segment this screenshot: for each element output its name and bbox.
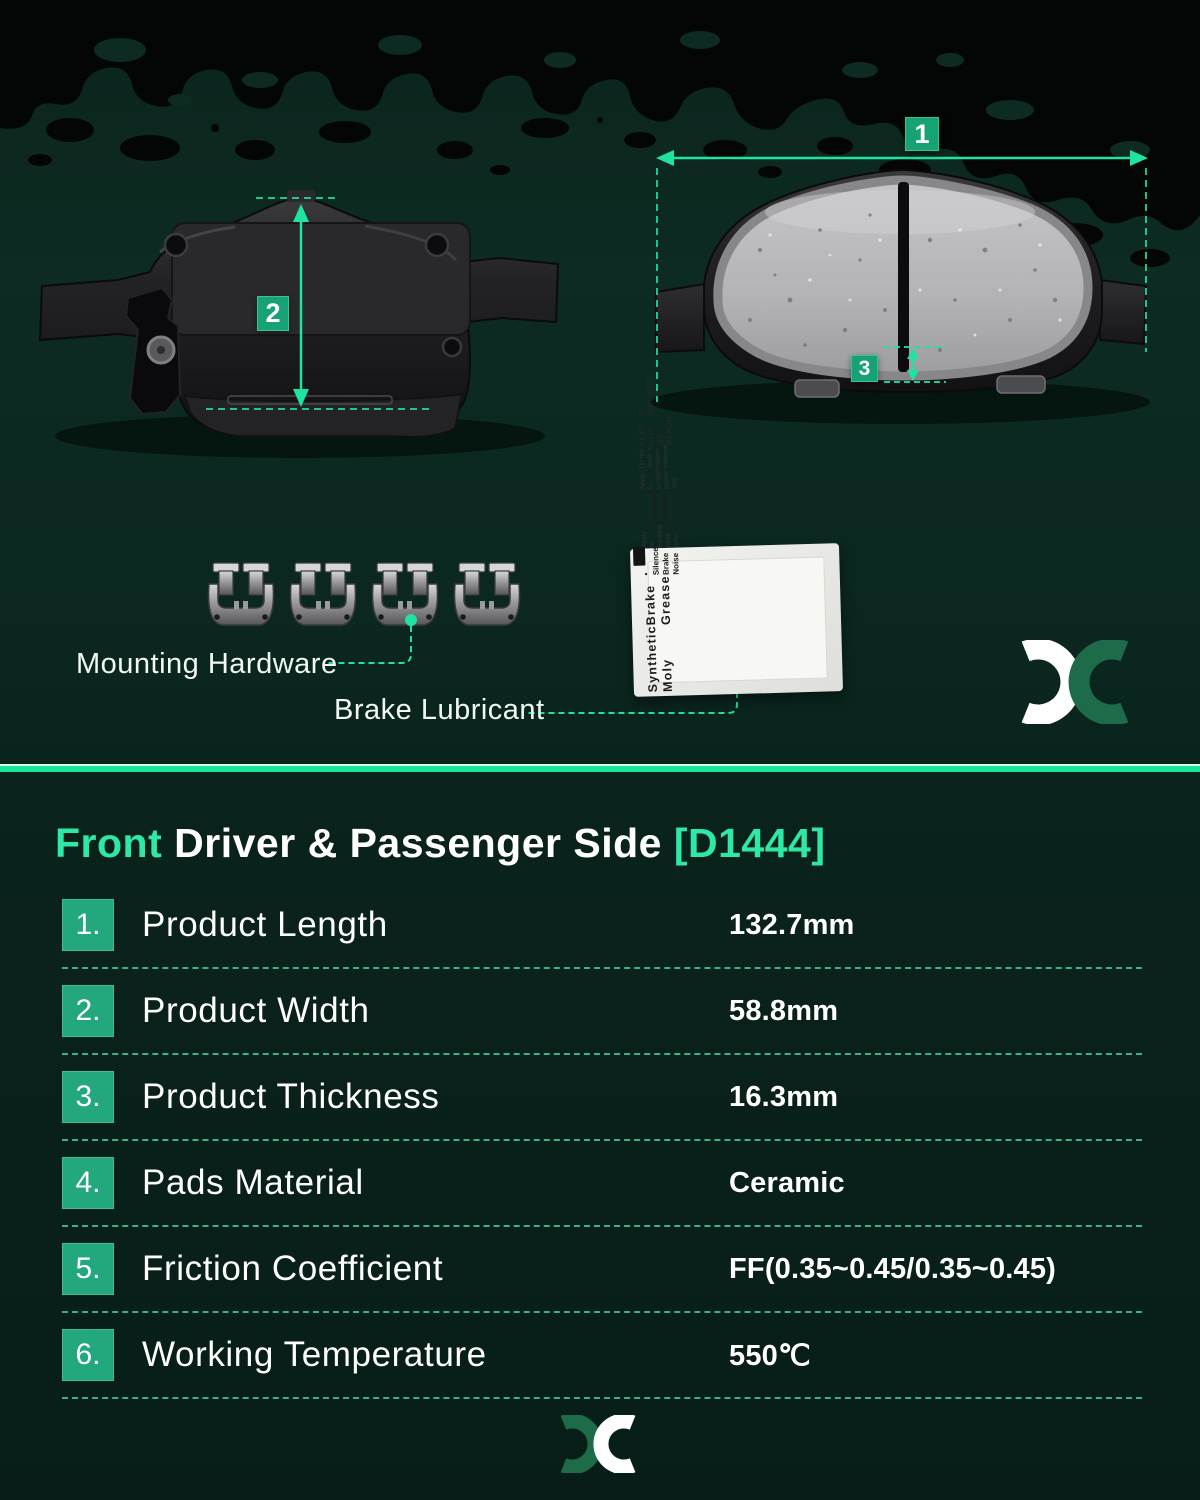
spec-row-working-temperature [62,1313,1142,1399]
center-slot [898,182,909,372]
row-value: 16.3mm [729,1080,839,1113]
spec-row-pads-material [62,1141,1142,1227]
row-number-badge: 1. [62,899,114,951]
row-label: Pads Material [142,1163,364,1202]
spec-row-product-width [62,969,1142,1055]
row-label: Product Length [142,905,388,944]
spec-row-friction-coefficient [62,1227,1142,1313]
row-value: 132.7mm [729,908,855,941]
page-title [55,820,1200,866]
packet-title-line1: Synthetic Moly [644,625,675,693]
title-highlight: Front [55,820,163,866]
packet-caution: Do not apply to friction material [638,444,670,469]
spec-section [0,764,1200,1500]
packet-point2: • Lubricate Calipers [640,489,670,526]
row-number-badge: 2. [62,985,114,1037]
mounting-hardware-label: Mounting Hardware [76,648,338,680]
row-label: Working Temperature [142,1335,487,1374]
row-number-badge: 6. [62,1329,114,1381]
title-main: Driver & Passenger Side [174,820,662,866]
row-label: Product Thickness [142,1077,440,1116]
packet-title-line2: Brake Grease [642,575,674,626]
row-number-badge: 5. [62,1243,114,1295]
spec-row-product-length [62,883,1142,969]
title-code: [D1444] [673,820,826,866]
row-value: 550℃ [729,1339,811,1372]
packet-point1: • Silence Brake Noise [641,547,681,576]
row-label: Friction Coefficient [142,1249,444,1288]
mounting-hardware-clips [209,563,520,625]
spec-table [0,883,1200,1399]
row-number-badge: 3. [62,1071,114,1123]
row-label: Product Width [142,991,370,1030]
row-value: 58.8mm [729,994,839,1027]
packet-warning-line1: KEEP OUT OF REACH [637,415,675,446]
packet-warning-line2: OF CHILDREN [636,373,656,417]
brake-grease-packet [630,373,843,697]
spec-row-product-thickness [62,1055,1142,1141]
brake-pad-front-photo [656,170,1146,397]
brake-lubricant-label: Brake Lubricant [334,694,545,726]
dimension-badge-2: 2 [257,296,289,331]
row-value: FF(0.35~0.45/0.35~0.45) [729,1252,1057,1285]
dc-logo-icon [1008,640,1148,724]
row-number-badge: 4. [62,1157,114,1209]
packet-point2-note: Apply to contact points only [638,467,679,490]
packet-text [636,373,839,693]
dimension-badge-3: 3 [851,355,878,382]
row-value: Ceramic [729,1166,845,1199]
dc-logo-icon [550,1415,650,1473]
dimension-badge-1: 1 [905,117,939,151]
packet-point1-note: Apply to backing plate only [640,524,680,548]
